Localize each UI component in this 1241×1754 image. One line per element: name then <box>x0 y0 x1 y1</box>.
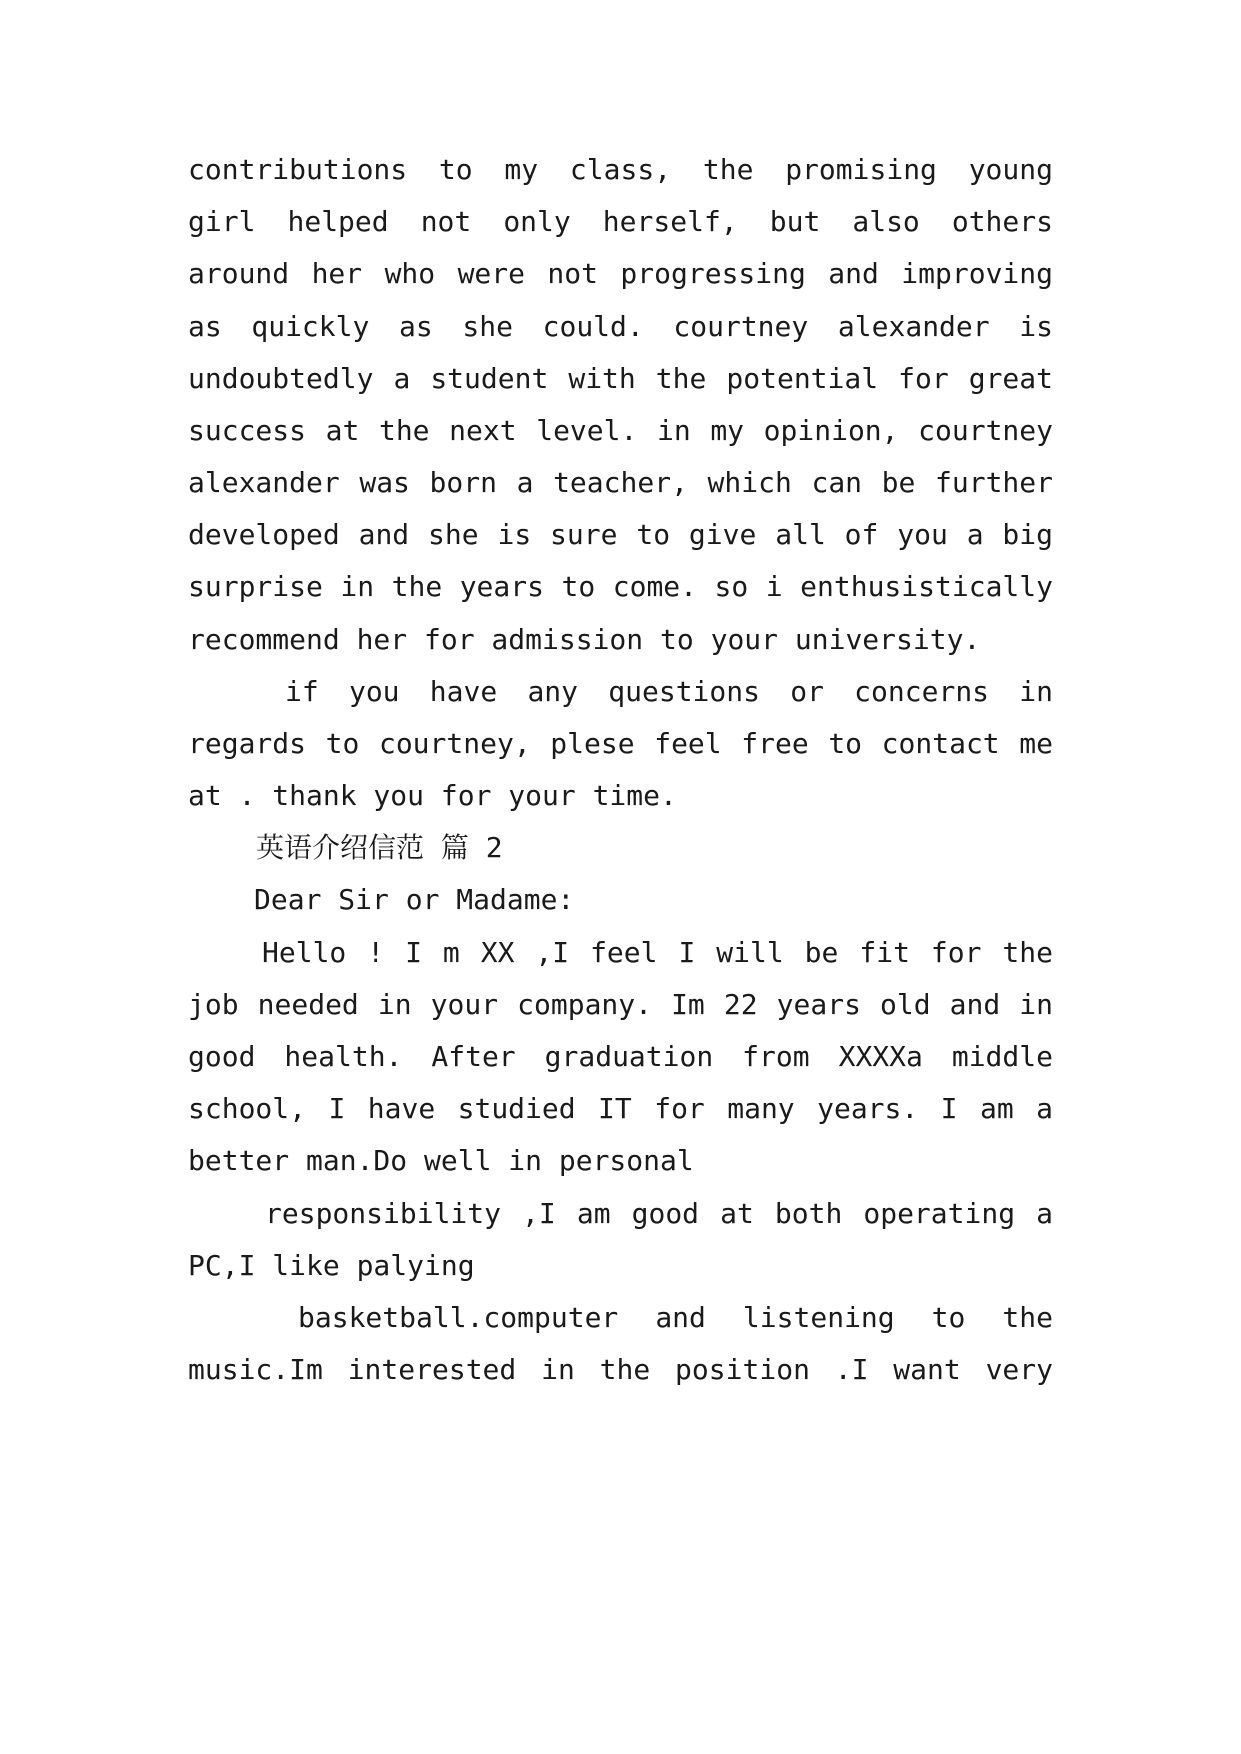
salutation: Dear Sir or Madame: <box>254 883 575 916</box>
text-line: girl helped not only herself, but also others <box>188 205 1053 238</box>
paragraph-first-line: responsibility ,I am good at both operating a <box>265 1197 1053 1230</box>
text-line: undoubtedly a student with the potential for great <box>188 362 1053 395</box>
paragraph-first-line: if you have any questions or concerns in <box>285 675 1053 708</box>
text-line: success at the next level. in my opinion, courtney <box>188 414 1053 447</box>
text-line: recommend her for admission to your university. <box>188 623 981 656</box>
text-line: developed and she is sure to give all of you a big <box>188 518 1053 551</box>
text-line: at . thank you for your time. <box>188 779 677 812</box>
section-heading: 英语介绍信范 篇 2 <box>256 831 503 864</box>
text-line: school, I have studied IT for many years. I am a <box>188 1092 1053 1125</box>
text-line: PC,I like palying <box>188 1249 475 1282</box>
text-line: alexander was born a teacher, which can be further <box>188 466 1053 499</box>
text-line: good health. After graduation from XXXXa middle <box>188 1040 1053 1073</box>
text-line: better man.Do well in personal <box>188 1144 694 1177</box>
text-line: around her who were not progressing and improving <box>188 257 1053 290</box>
text-line: job needed in your company. Im 22 years old and in <box>188 988 1053 1021</box>
text-line: music.Im interested in the position .I want very <box>188 1353 1053 1386</box>
text-line: regards to courtney, plese feel free to contact me <box>188 727 1053 760</box>
text-line: surprise in the years to come. so i enthusistically <box>188 570 1053 603</box>
paragraph-first-line: basketball.computer and listening to the <box>298 1301 1053 1334</box>
text-line: as quickly as she could. courtney alexander is <box>188 310 1053 343</box>
text-line: contributions to my class, the promising young <box>188 153 1053 186</box>
paragraph-first-line: Hello ! I m XX ,I feel I will be fit for the <box>262 936 1053 969</box>
